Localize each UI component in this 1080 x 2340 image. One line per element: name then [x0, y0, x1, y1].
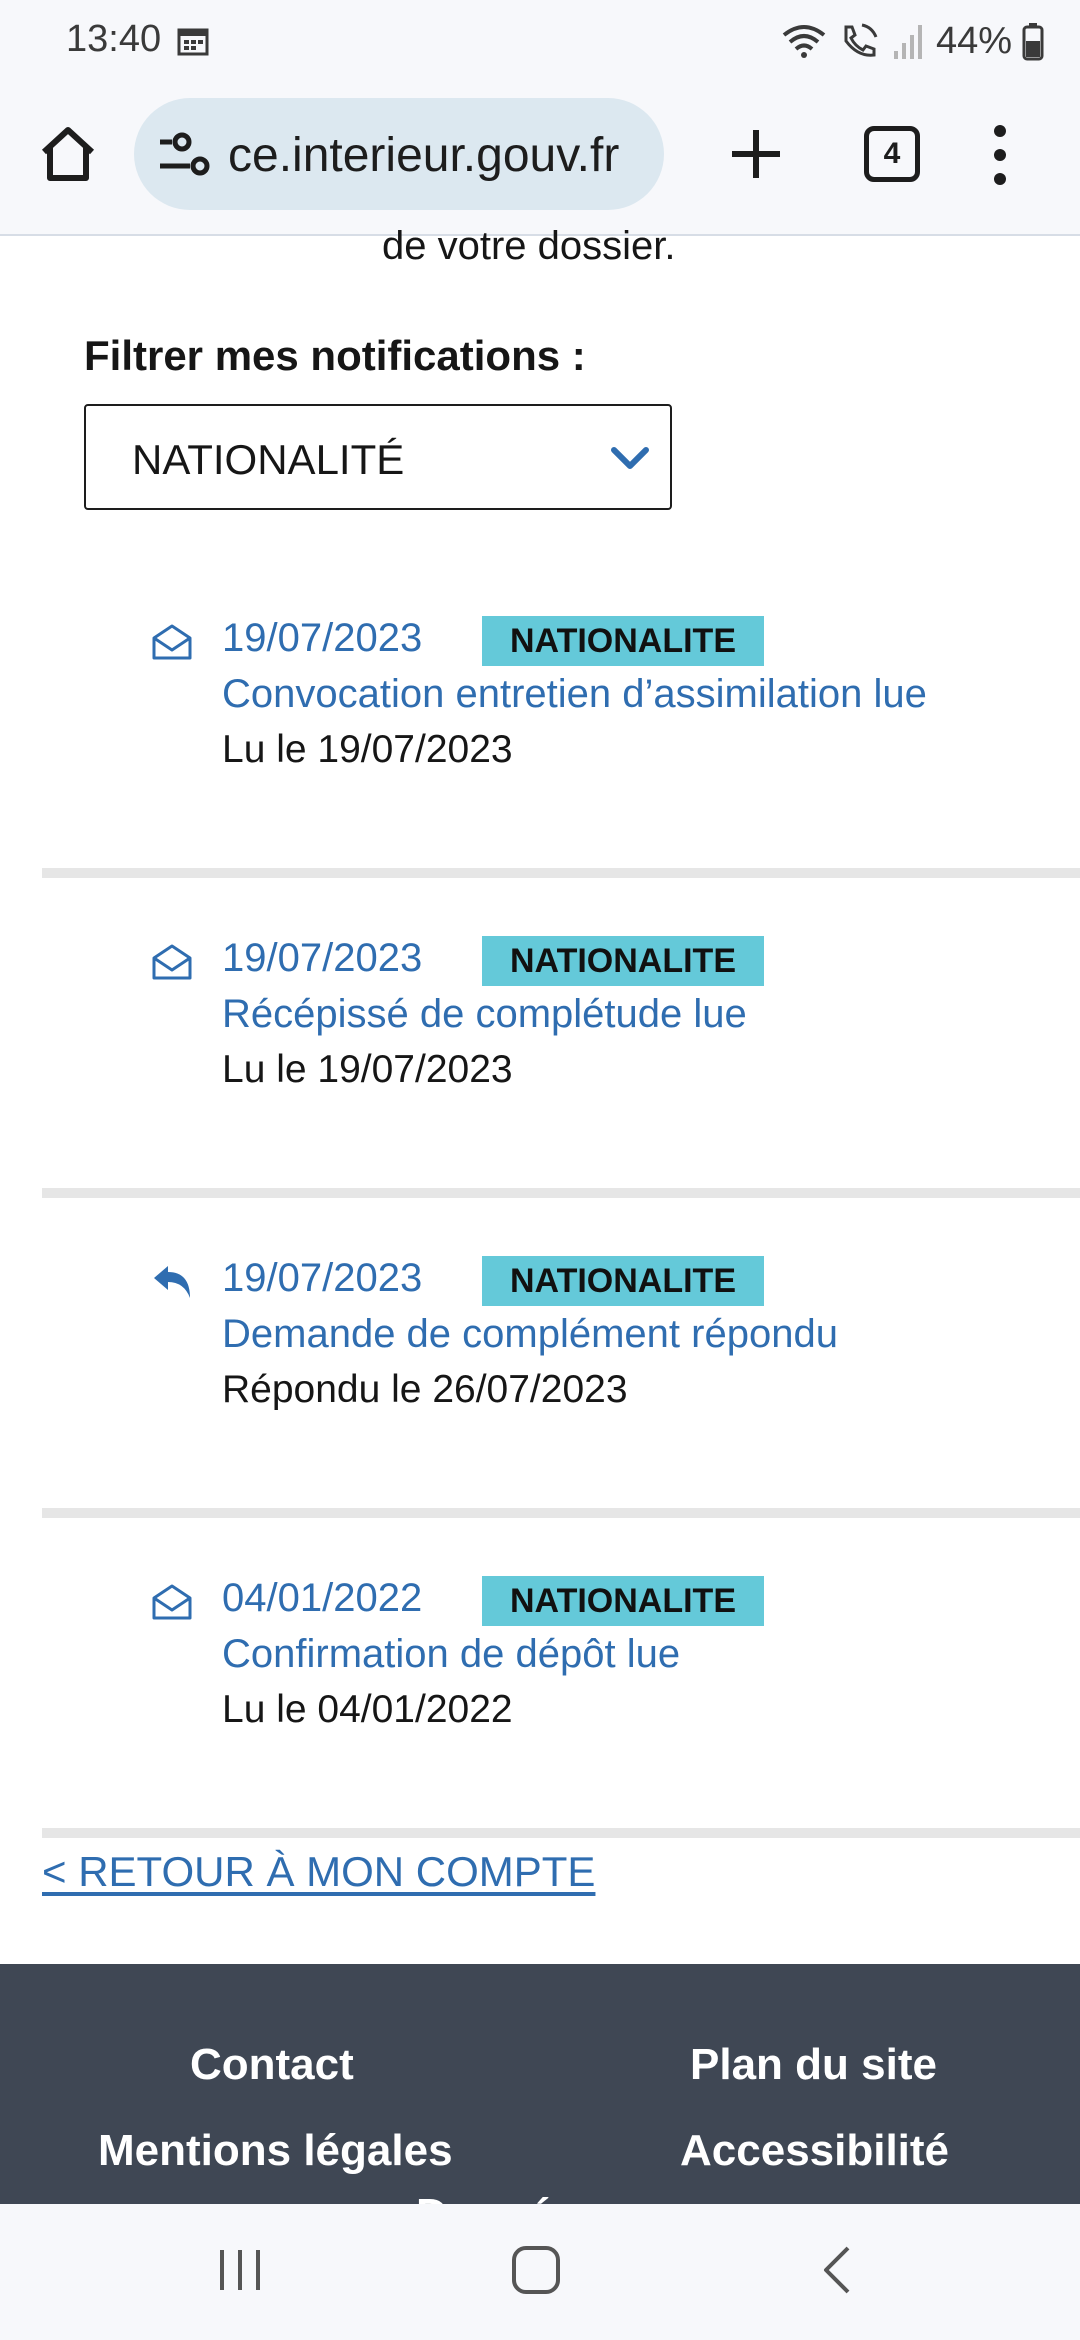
notification-date: 19/07/2023 — [222, 936, 423, 980]
notification-item[interactable] — [0, 578, 1080, 898]
calendar-icon — [176, 24, 210, 58]
url-bar[interactable] — [134, 98, 664, 210]
new-tab-icon[interactable] — [724, 122, 788, 186]
divider — [42, 1508, 1080, 1518]
notification-status: Lu le 19/07/2023 — [222, 1048, 513, 1091]
footer-legal-link[interactable]: Mentions légales — [98, 2126, 453, 2175]
notification-item[interactable] — [0, 1538, 1080, 1858]
category-tag: NATIONALITE — [482, 936, 764, 986]
notification-item[interactable] — [0, 898, 1080, 1218]
back-to-account-link[interactable]: < RETOUR À MON COMPTE — [42, 1848, 596, 1895]
back-nav-icon[interactable] — [808, 2240, 868, 2300]
url-text[interactable]: ce.interieur.gouv.fr — [228, 129, 620, 182]
notification-filter-select[interactable] — [84, 404, 672, 510]
notification-date: 19/07/2023 — [222, 616, 423, 660]
signal-icon — [892, 21, 926, 61]
notification-title-link[interactable]: Récépissé de complétude lue — [222, 992, 747, 1036]
system-nav-bar — [0, 2204, 1080, 2340]
notification-status: Lu le 04/01/2022 — [222, 1688, 513, 1731]
recent-apps-icon[interactable] — [210, 2240, 270, 2300]
home-icon[interactable] — [36, 122, 100, 186]
envelope-open-icon — [150, 1580, 194, 1624]
filter-label: Filtrer mes notifications : — [84, 332, 586, 379]
page-content — [0, 224, 1080, 1964]
footer-contact-link[interactable]: Contact — [190, 2040, 354, 2089]
site-footer — [0, 1964, 1080, 2204]
status-time: 13:40 — [66, 18, 162, 60]
notification-title-link[interactable]: Demande de complément répondu — [222, 1312, 838, 1356]
tab-count: 4 — [883, 137, 901, 170]
battery-percent: 44% — [935, 19, 1012, 62]
status-bar — [0, 0, 1080, 86]
notification-title-link[interactable]: Confirmation de dépôt lue — [222, 1632, 681, 1676]
notification-item[interactable] — [0, 1218, 1080, 1538]
notification-date: 04/01/2022 — [222, 1576, 423, 1620]
notification-status: Lu le 19/07/2023 — [222, 728, 513, 771]
site-settings-icon[interactable] — [156, 132, 212, 176]
divider — [42, 1188, 1080, 1198]
footer-accessibility-link[interactable]: Accessibilité — [680, 2126, 950, 2175]
reply-icon — [150, 1260, 194, 1304]
wifi-icon — [780, 21, 828, 61]
battery-icon — [1022, 21, 1044, 61]
notification-title-link[interactable]: Convocation entretien d’assimilation lue — [222, 672, 927, 716]
divider — [42, 868, 1080, 878]
browser-toolbar — [0, 86, 1080, 236]
divider — [42, 1828, 1080, 1838]
envelope-open-icon — [150, 940, 194, 984]
wifi-calling-icon — [838, 21, 882, 61]
notification-date: 19/07/2023 — [222, 1256, 423, 1300]
category-tag: NATIONALITE — [482, 1576, 764, 1626]
more-menu-icon[interactable] — [990, 122, 1010, 188]
intro-text-partial: de votre dossier. — [382, 224, 676, 268]
envelope-open-icon — [150, 620, 194, 664]
filter-selected-value: NATIONALITÉ — [132, 436, 405, 483]
chevron-down-icon — [608, 438, 652, 478]
notification-status: Répondu le 26/07/2023 — [222, 1368, 628, 1411]
home-nav-icon[interactable] — [506, 2240, 566, 2300]
footer-sitemap-link[interactable]: Plan du site — [690, 2040, 937, 2089]
category-tag: NATIONALITE — [482, 1256, 764, 1306]
category-tag: NATIONALITE — [482, 616, 764, 666]
tabs-icon[interactable] — [864, 126, 920, 182]
